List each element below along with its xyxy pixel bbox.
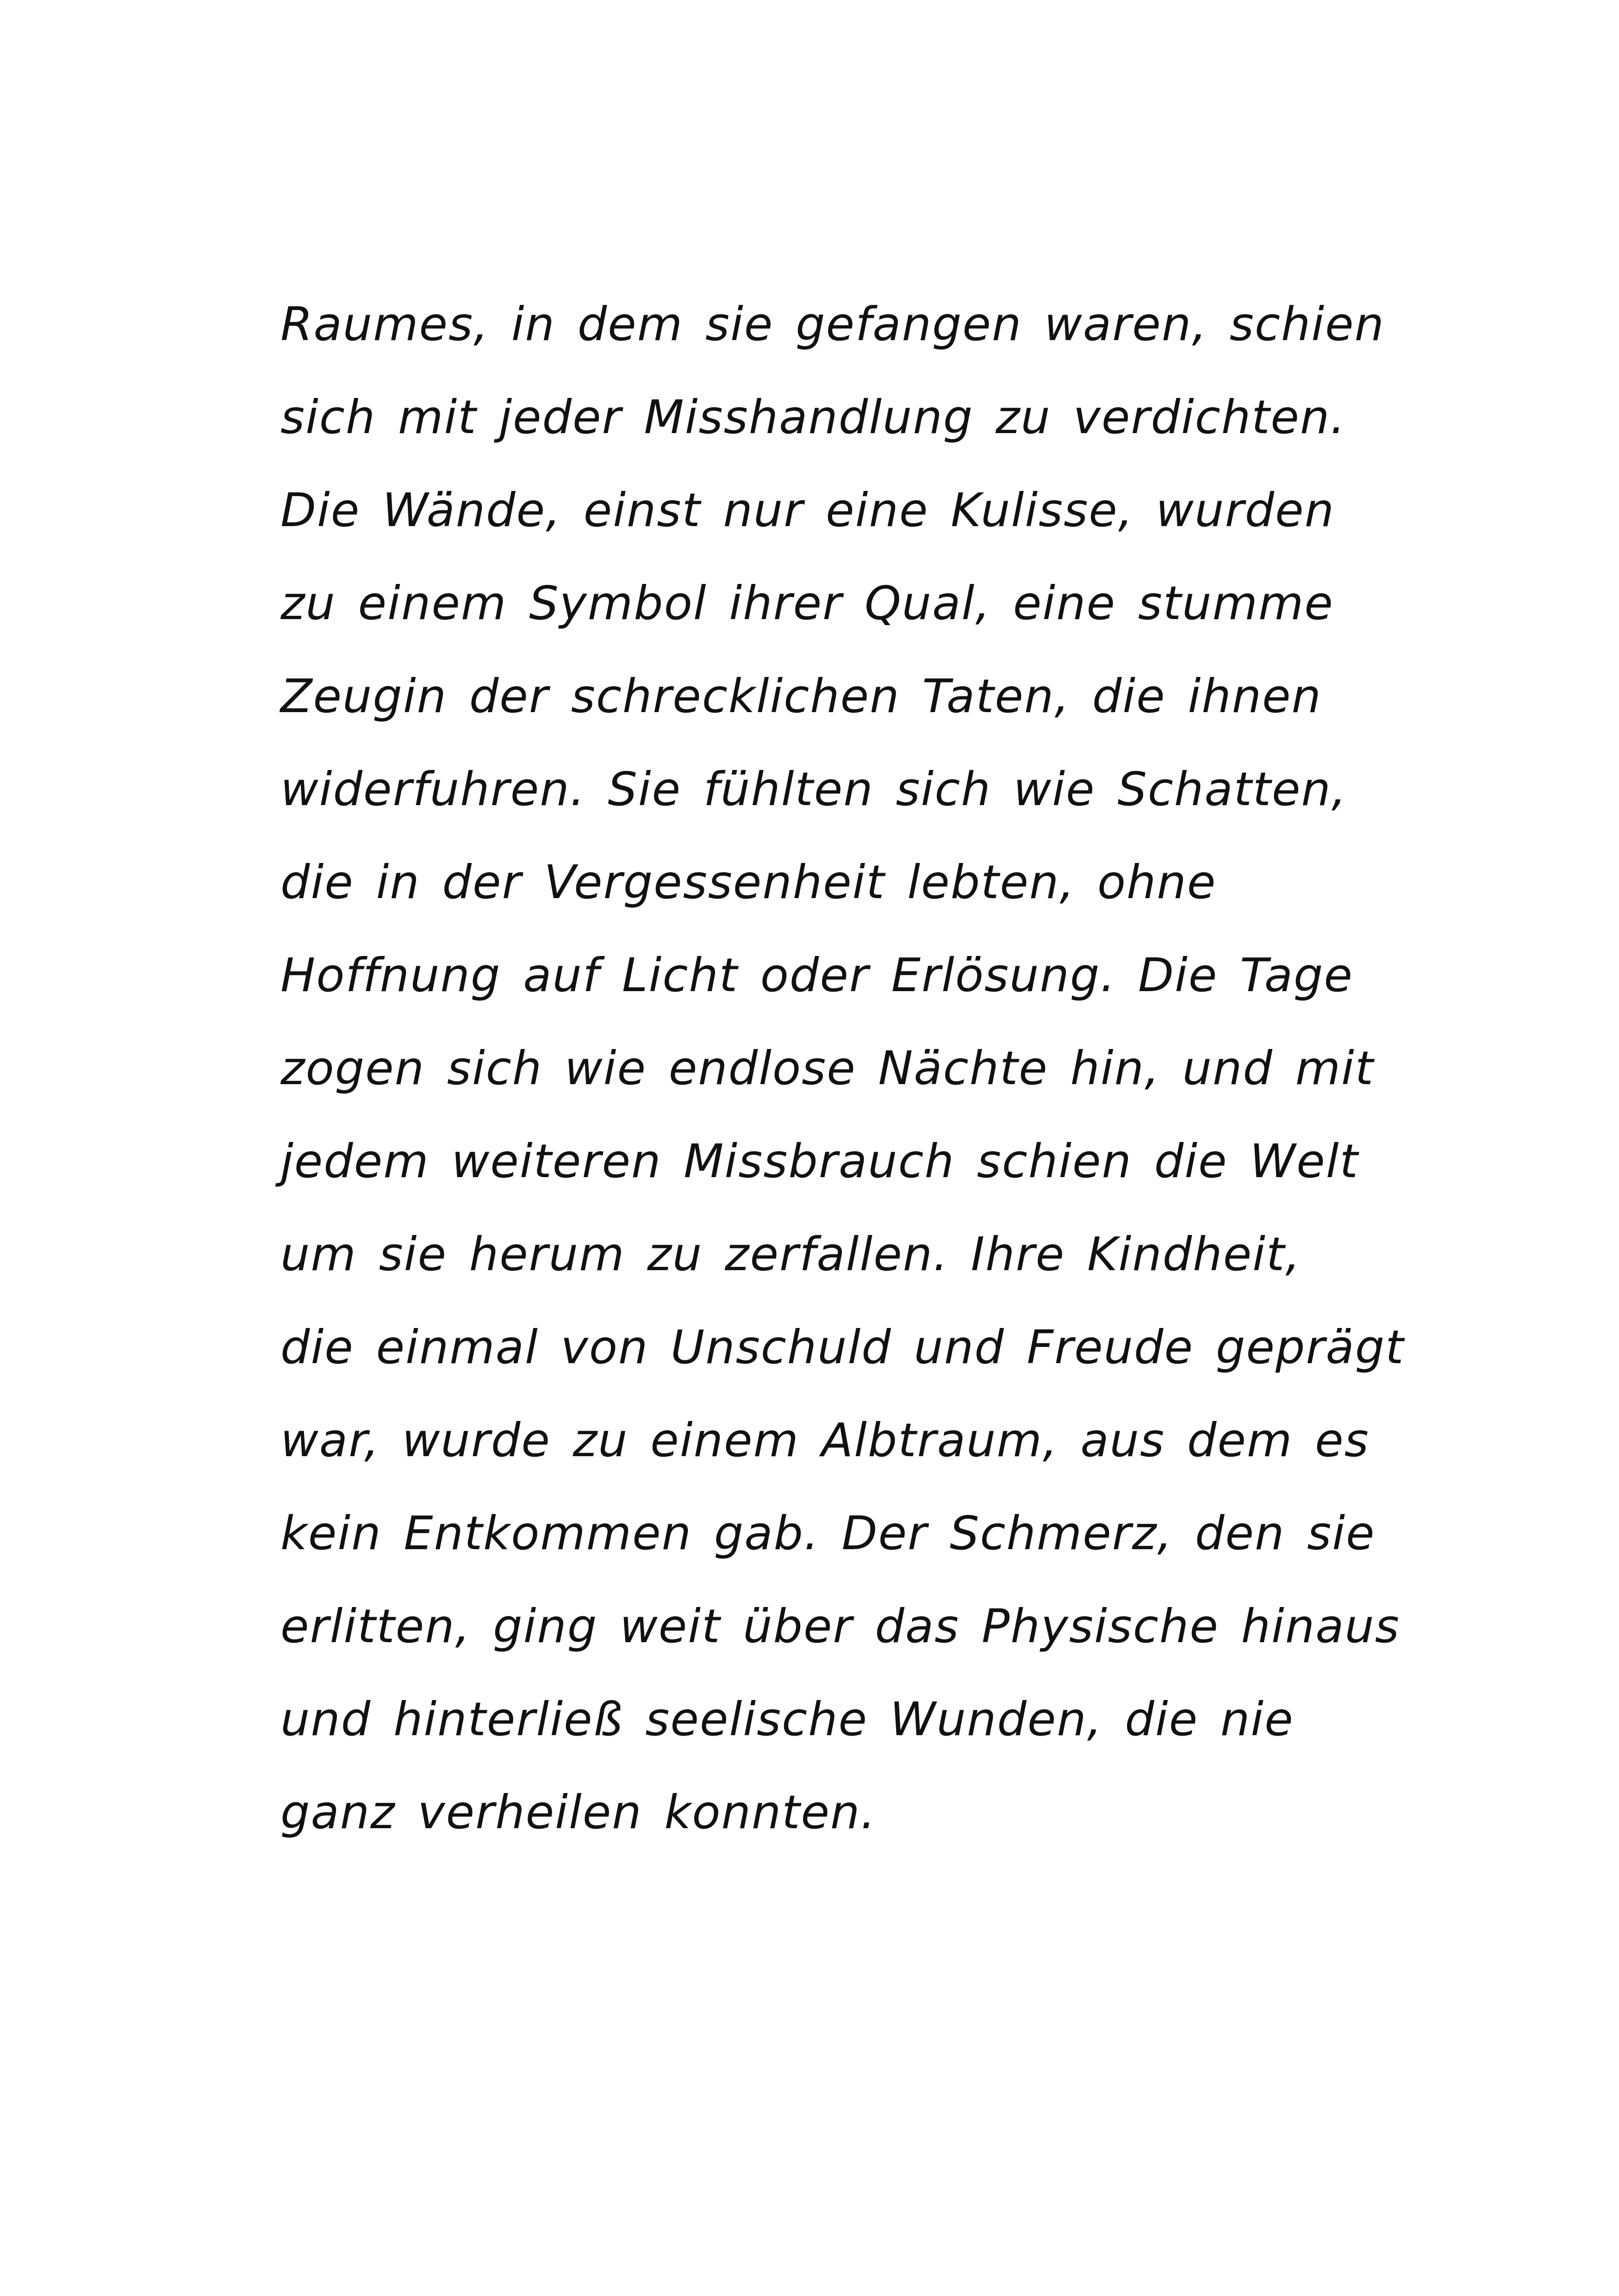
- text-line: die in der Vergessenheit lebten, ohne: [280, 855, 1217, 909]
- text-line: Zeugin der schrecklichen Taten, die ihnen: [280, 669, 1322, 723]
- text-line: jedem weiteren Missbrauch schien die Welt: [280, 1134, 1359, 1188]
- text-line: kein Entkommen gab. Der Schmerz, den sie: [280, 1506, 1376, 1560]
- text-line: um sie herum zu zerfallen. Ihre Kindheit,: [280, 1227, 1301, 1281]
- text-line: Hoffnung auf Licht oder Erlösung. Die Tage: [280, 948, 1353, 1002]
- text-line: Die Wände, einst nur eine Kulisse, wurden: [280, 483, 1335, 537]
- text-line: und hinterließ seelische Wunden, die nie: [280, 1692, 1294, 1746]
- text-line: erlitten, ging weit über das Physische hinaus: [280, 1599, 1400, 1653]
- text-line: war, wurde zu einem Albtraum, aus dem es: [280, 1413, 1370, 1467]
- handwritten-text-block: [280, 278, 1405, 1859]
- text-line: die einmal von Unschuld und Freude geprägt: [280, 1320, 1405, 1374]
- text-line: zogen sich wie endlose Nächte hin, und mit: [280, 1041, 1375, 1095]
- text-line: sich mit jeder Misshandlung zu verdichten.: [280, 390, 1346, 444]
- text-line: widerfuhren. Sie fühlten sich wie Schatten,: [280, 762, 1347, 816]
- text-line: Raumes, in dem sie gefangen waren, schien: [280, 297, 1385, 351]
- text-line: zu einem Symbol ihrer Qual, eine stumme: [280, 576, 1334, 630]
- text-line: ganz verheilen konnten.: [280, 1785, 877, 1839]
